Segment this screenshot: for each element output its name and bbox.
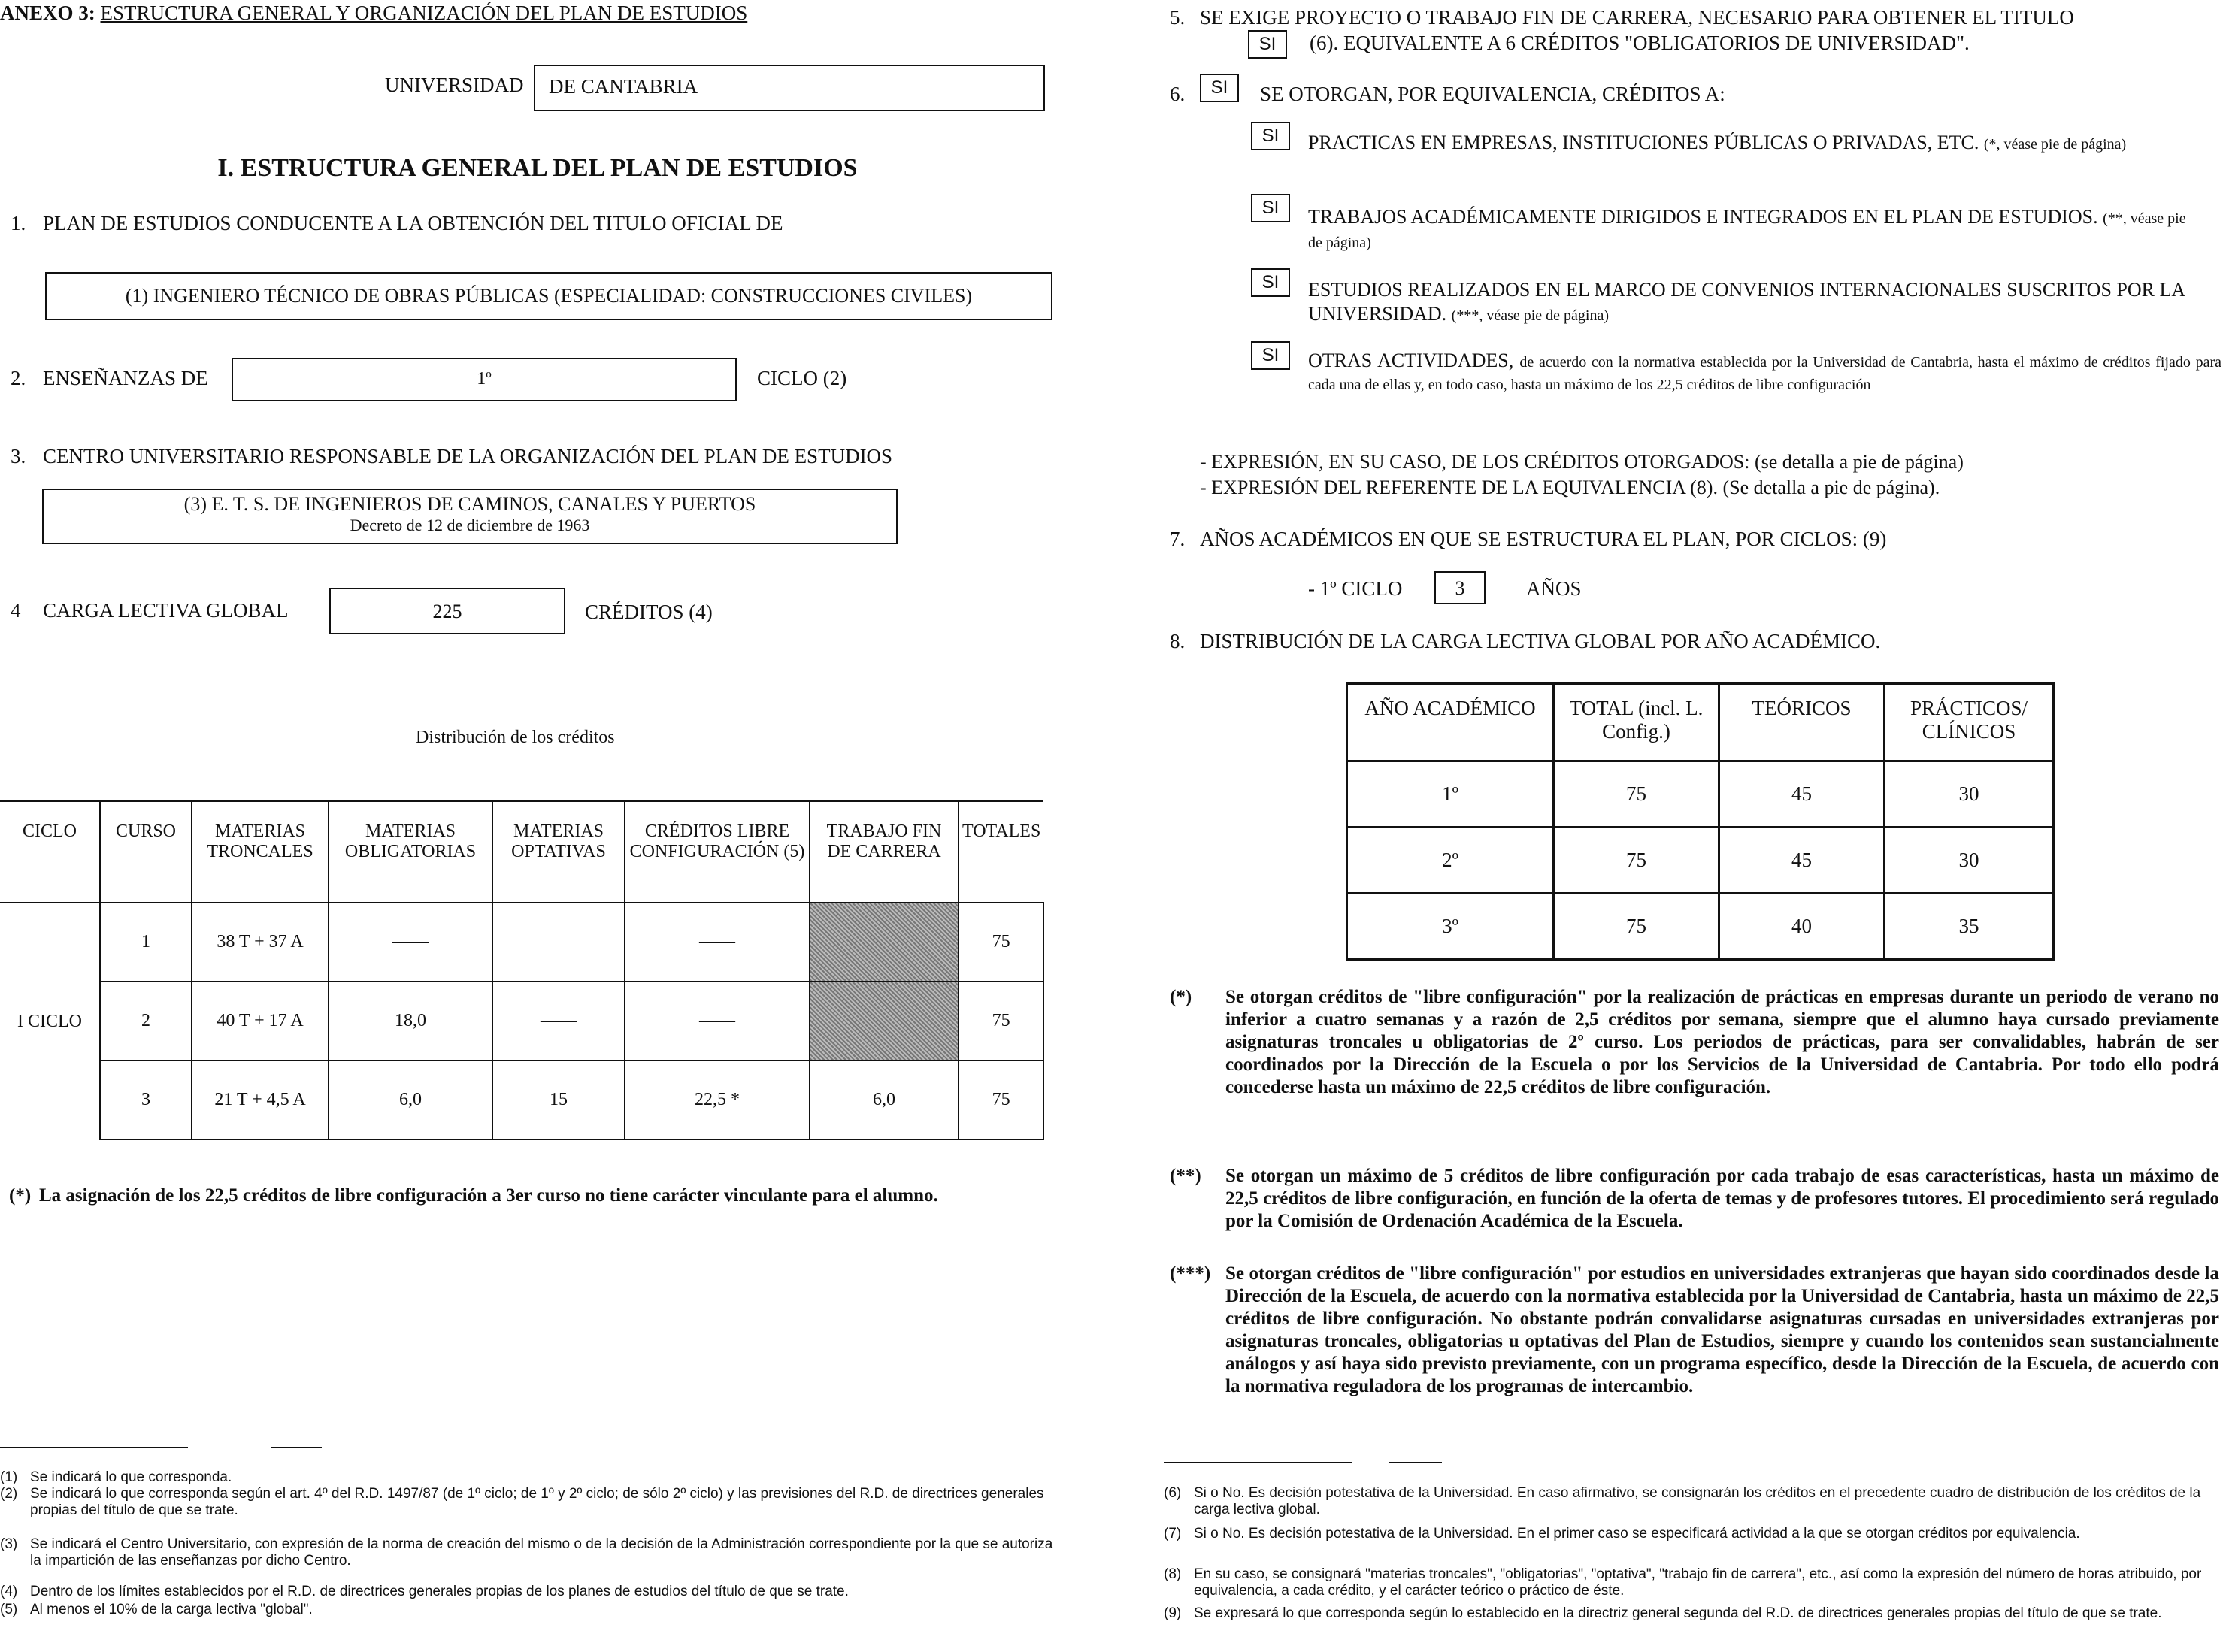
footnote-number: (5) (0, 1602, 18, 1617)
libre-cell: —— (625, 903, 810, 982)
opt3-text: ESTUDIOS REALIZADOS EN EL MARCO DE CONVENIOS INTERNACIONALES SUSCRITOS POR LA UNIVERSIDAD. (1308, 279, 2185, 325)
practice-cell: 35 (1885, 894, 2054, 960)
footnote-rule-short (271, 1447, 322, 1448)
footnote-number: (7) (1164, 1526, 1182, 1542)
table-note-mark: (*) (9, 1185, 32, 1206)
obligatorias-cell: 6,0 (329, 1060, 492, 1139)
item2-num: 2. (11, 367, 26, 389)
footnote-number: (1) (0, 1469, 18, 1485)
opt1-text: PRACTICAS EN EMPRESAS, INSTITUCIONES PÚBLICAS O PRIVADAS, ETC. (1308, 132, 1979, 153)
trabajo-cell-hatched (810, 903, 959, 982)
item8-num: 8. (1170, 630, 1186, 652)
annex-title: ESTRUCTURA GENERAL Y ORGANIZACIÓN DEL PLAN DE ESTUDIOS (100, 2, 748, 24)
footnote-text: Dentro de los límites establecidos por el R.D. de directrices generales propias de los planes de estudios del título de que se trate. (30, 1584, 849, 1599)
year-cell: 1º (1347, 761, 1554, 828)
opt1-si-box: SI (1251, 122, 1290, 150)
optativas-cell (492, 903, 625, 982)
header-year: AÑO ACADÉMICO (1347, 684, 1554, 761)
troncales-cell: 21 T + 4,5 A (192, 1060, 329, 1139)
table-row (1347, 828, 2054, 894)
header-curso: CURSO (100, 801, 192, 903)
trabajo-cell-hatched (810, 982, 959, 1060)
opt2-text: TRABAJOS ACADÉMICAMENTE DIRIGIDOS E INTEGRADOS EN EL PLAN DE ESTUDIOS. (1308, 206, 2098, 228)
troncales-cell: 38 T + 37 A (192, 903, 329, 982)
total-cell: 75 (1554, 894, 1719, 960)
opt2-note: (**, véase pie de página) (1308, 210, 2186, 251)
footnote-text: Se indicará lo que corresponda según el art. 4º del R.D. 1497/87 (de 1º ciclo; de 1º y 2º ciclo; de sólo 2º ciclo) y las previsiones del R.D. de directrices generales propias del título de que se trate. (30, 1486, 1044, 1518)
footnote-text: Al menos el 10% de la carga lectiva "global". (30, 1602, 313, 1617)
header-totales: TOTALES (959, 801, 1043, 903)
item5-text: SE EXIGE PROYECTO O TRABAJO FIN DE CARRERA, NECESARIO PARA OBTENER EL TITULO (1200, 6, 2074, 29)
opt3-note: (***, véase pie de página) (1451, 307, 1610, 324)
years-field (1434, 571, 1486, 604)
item7-text: AÑOS ACADÉMICOS EN QUE SE ESTRUCTURA EL PLAN, POR CICLOS: (9) (1200, 528, 1887, 550)
distribution-table (0, 800, 1044, 1140)
opt1-note: (*, véase pie de página) (1983, 136, 2127, 153)
ciclo-cell: I CICLO (0, 903, 100, 1139)
footnote-number: (9) (1164, 1605, 1182, 1621)
item4-num: 4 (11, 599, 21, 622)
footnote-text: Si o No. Es decisión potestativa de la Universidad. En caso afirmativo, se consignarán los créditos en el precedente cuadro de distribución de los créditos de la carga lectiva global. (1194, 1485, 2201, 1517)
credits-field (329, 588, 565, 634)
credits-value: 225 (432, 601, 462, 622)
item1-num: 1. (11, 212, 26, 234)
opt4-si-box: SI (1251, 341, 1290, 370)
header-troncales: MATERIAS TRONCALES (192, 801, 329, 903)
footnote-text: Se expresará lo que corresponda según lo establecido en la directriz general segunda del R.D. de directrices generales propias del título de que se trate. (1194, 1605, 2162, 1621)
opt2 (1308, 206, 2195, 254)
opt3 (1308, 278, 2221, 328)
item2-text: ENSEÑANZAS DE (43, 367, 208, 389)
item6-si-box: SI (1200, 74, 1239, 102)
annex-label: ANEXO 3: (0, 2, 95, 24)
year-header-row (1347, 684, 2054, 761)
degree-value: (1) INGENIERO TÉCNICO DE OBRAS PÚBLICAS (ESPECIALIDAD: CONSTRUCCIONES CIVILES) (125, 285, 973, 307)
totales-cell: 75 (959, 1060, 1043, 1139)
item1-text: PLAN DE ESTUDIOS CONDUCENTE A LA OBTENCIÓN DEL TITULO OFICIAL DE (43, 212, 783, 234)
table-row (1347, 761, 2054, 828)
header-total: TOTAL (incl. L. Config.) (1554, 684, 1719, 761)
table-note-text: La asignación de los 22,5 créditos de libre configuración a 3er curso no tiene carácter vinculante para el alumno. (39, 1185, 938, 1206)
year-distribution-table (1346, 682, 2055, 961)
header-libre: CRÉDITOS LIBRE CONFIGURACIÓN (5) (625, 801, 810, 903)
footnote-number: (8) (1164, 1566, 1182, 1582)
obligatorias-cell: —— (329, 903, 492, 982)
footnote-rule (0, 1447, 188, 1448)
opt4-text: OTRAS ACTIVIDADES, (1308, 349, 1514, 371)
center-decree: Decreto de 12 de diciembre de 1963 (350, 516, 590, 534)
header-obligatorias: MATERIAS OBLIGATORIAS (329, 801, 492, 903)
opt4-note: de acuerdo con la normativa establecida por la Universidad de Cantabria, hasta el máximo de créditos fijado para cada una de ellas y, en todo caso, hasta un máximo de los 22,5 créditos de libre configuración (1308, 354, 2221, 393)
theory-cell: 45 (1719, 761, 1885, 828)
totales-cell: 75 (959, 903, 1043, 982)
opt4 (1308, 350, 2221, 395)
item3-text: CENTRO UNIVERSITARIO RESPONSABLE DE LA ORGANIZACIÓN DEL PLAN DE ESTUDIOS (43, 445, 893, 467)
center-name: (3) E. T. S. DE INGENIEROS DE CAMINOS, CANALES Y PUERTOS (183, 493, 756, 515)
item2-suffix: CICLO (2) (757, 367, 847, 389)
item5-si-box: SI (1248, 30, 1287, 59)
curso-cell: 3 (100, 1060, 192, 1139)
table-row (0, 1060, 1043, 1139)
year-cell: 3º (1347, 894, 1554, 960)
footnote-text: Si o No. Es decisión potestativa de la Universidad. En el primer caso se especificará actividad a la que se otorgan créditos por equivalencia. (1194, 1526, 2080, 1542)
note-text: Se otorgan un máximo de 5 créditos de libre configuración por cada trabajo de esas características, hasta un máximo de 22,5 créditos de libre configuración, en función de la oferta de temas y de profesores tutores. El procedimiento será regulado por la Comisión de Ordenación Académica de la Escuela. (1225, 1166, 2219, 1231)
header-ciclo: CICLO (0, 801, 100, 903)
libre-cell: —— (625, 982, 810, 1060)
header-practice: PRÁCTICOS/ CLÍNICOS (1885, 684, 2054, 761)
obligatorias-cell: 18,0 (329, 982, 492, 1060)
table-row (0, 903, 1043, 982)
total-cell: 75 (1554, 761, 1719, 828)
item7-num: 7. (1170, 528, 1186, 550)
troncales-cell: 40 T + 17 A (192, 982, 329, 1060)
item6-text: SE OTORGAN, POR EQUIVALENCIA, CRÉDITOS A: (1260, 83, 1725, 105)
note-text: Se otorgan créditos de "libre configuración" por la realización de prácticas en empresas durante un periodo de verano no inferior a cuatro semanas y a razón de 2,5 créditos por semana, siempre que el alumno haya cursado previamente asignaturas troncales u obligatorias de 2º curso. Los periodos de prácticas, para ser convalidables, habrán de ser coordinados por la Dirección de la Escuela o por los Servicios de la Universidad de Cantabria. Por todo ello podrá concederse hasta un máximo de 22,5 créditos de libre configuración. (1225, 987, 2219, 1097)
note-mark: (*) (1170, 987, 1192, 1007)
theory-cell: 45 (1719, 828, 1885, 894)
curso-cell: 2 (100, 982, 192, 1060)
distribution-header-row (0, 801, 1043, 903)
libre-cell: 22,5 * (625, 1060, 810, 1139)
header-optativas: MATERIAS OPTATIVAS (492, 801, 625, 903)
practice-cell: 30 (1885, 828, 2054, 894)
header-trabajo: TRABAJO FIN DE CARRERA (810, 801, 959, 903)
curso-cell: 1 (100, 903, 192, 982)
table-row (1347, 894, 2054, 960)
years-value: 3 (1455, 577, 1465, 599)
university-field (534, 65, 1045, 111)
year-cell: 2º (1347, 828, 1554, 894)
section-title: I. ESTRUCTURA GENERAL DEL PLAN DE ESTUDIOS (217, 154, 858, 182)
total-cell: 75 (1554, 828, 1719, 894)
footnote-number: (4) (0, 1584, 18, 1599)
opt1 (1308, 132, 2195, 156)
item3-num: 3. (11, 445, 26, 467)
header-theory: TEÓRICOS (1719, 684, 1885, 761)
footnote-rule (1164, 1462, 1352, 1463)
item8-text: DISTRIBUCIÓN DE LA CARGA LECTIVA GLOBAL POR AÑO ACADÉMICO. (1200, 630, 1881, 652)
footnote-number: (6) (1164, 1485, 1182, 1501)
opt2-si-box: SI (1251, 194, 1290, 222)
footnote-text: Se indicará el Centro Universitario, con expresión de la norma de creación del mismo o de la decisión de la Administración correspondiente por la que se autoriza la impartición de las enseñanzas por dicho Centro. (30, 1536, 1053, 1569)
optativas-cell: 15 (492, 1060, 625, 1139)
footnote-rule-short (1389, 1462, 1442, 1463)
footnote-number: (3) (0, 1536, 18, 1552)
practice-cell: 30 (1885, 761, 2054, 828)
totales-cell: 75 (959, 982, 1043, 1060)
center-field (42, 489, 898, 544)
item6-num: 6. (1170, 83, 1186, 105)
annex-heading (0, 2, 747, 25)
item5-num: 5. (1170, 6, 1186, 29)
item7-suffix: AÑOS (1526, 577, 1582, 600)
table-row (0, 982, 1043, 1060)
optativas-cell: —— (492, 982, 625, 1060)
university-value: DE CANTABRIA (549, 75, 698, 98)
cycle-field (232, 358, 737, 401)
footnote-number: (2) (0, 1486, 18, 1502)
item4-suffix: CRÉDITOS (4) (585, 601, 713, 623)
cycle-value: 1º (477, 369, 492, 389)
note-text: Se otorgan créditos de "libre configuración" por estudios en universidades extranjeras que hayan sido coordinados desde la Dirección de la Escuela, de acuerdo con la normativa establecida por la Universidad de Cantabria, hasta un máximo de 22,5 créditos de libre configuración. No obstante podrán convalidarse asignaturas cursadas en universidades extranjeras por asignaturas troncales, obligatorias u optativas del Plan de Estudios, siempre y cuando los contenidos sean sustancialmente análogos y así haya sido previsto previamente, con un programa específico, desde la Dirección de la Escuela, de acuerdo con la normativa reguladora de los programas de intercambio. (1225, 1263, 2219, 1396)
expression-reference: - EXPRESIÓN DEL REFERENTE DE LA EQUIVALENCIA (8). (Se detalla a pie de página). (1200, 477, 1940, 498)
note-mark: (**) (1170, 1166, 1201, 1186)
distribution-caption: Distribución de los créditos (416, 728, 615, 747)
university-label: UNIVERSIDAD (385, 74, 524, 96)
note-mark: (***) (1170, 1263, 1211, 1284)
trabajo-cell: 6,0 (810, 1060, 959, 1139)
theory-cell: 40 (1719, 894, 1885, 960)
footnote-text: Se indicará lo que corresponda. (30, 1469, 232, 1485)
degree-field (45, 272, 1052, 320)
item7-cycle-label: - 1º CICLO (1308, 577, 1403, 600)
item5-text2: (6). EQUIVALENTE A 6 CRÉDITOS "OBLIGATORIOS DE UNIVERSIDAD". (1310, 32, 1970, 54)
opt3-si-box: SI (1251, 268, 1290, 297)
expression-credits: - EXPRESIÓN, EN SU CASO, DE LOS CRÉDITOS OTORGADOS: (se detalla a pie de página) (1200, 451, 1964, 473)
footnote-text: En su caso, se consignará "materias troncales", "obligatorias", "optativa", "trabajo fin de carrera", etc., así como la expresión del número de horas atribuido, por equivalencia, a cada crédito, y el carácter teórico o práctico de éste. (1194, 1566, 2202, 1599)
item4-text: CARGA LECTIVA GLOBAL (43, 599, 289, 622)
